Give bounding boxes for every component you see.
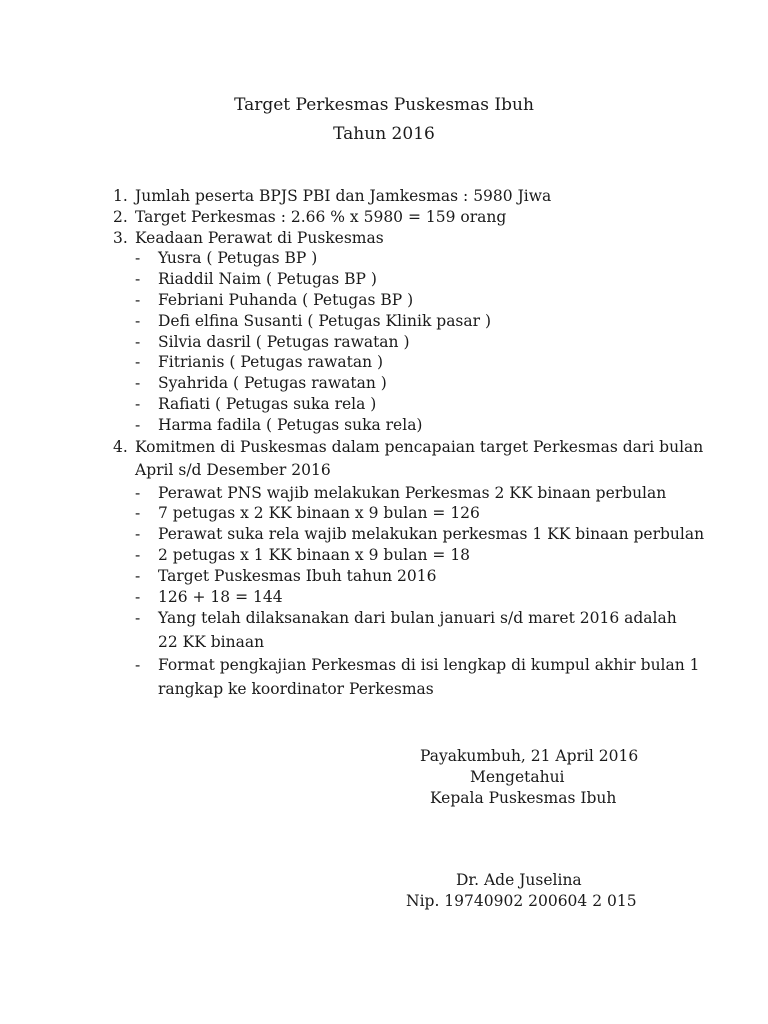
sub-item-text: Format pengkajian Perkesmas di isi lengkap di kumpul akhir bulan 1	[158, 656, 700, 675]
dash-bullet: -	[135, 545, 141, 564]
sub-item-text: Yang telah dilaksanakan dari bulan januari s/d maret 2016 adalah	[158, 609, 677, 628]
item-number: 3.	[113, 228, 128, 247]
sub-item-text-continuation: rangkap ke koordinator Perkesmas	[158, 679, 434, 698]
place-date: Payakumbuh, 21 April 2016	[420, 747, 639, 765]
document-title: Target Perkesmas Puskesmas Ibuh	[234, 95, 534, 115]
acknowledge-label: Mengetahui	[470, 768, 565, 786]
signer-position: Kepala Puskesmas Ibuh	[430, 789, 617, 807]
sub-list-item	[0, 587, 768, 608]
sub-list-item	[0, 483, 768, 504]
dash-bullet: -	[135, 415, 141, 434]
list-item	[0, 186, 768, 207]
dash-bullet: -	[135, 609, 141, 628]
dash-bullet: -	[135, 270, 141, 289]
dash-bullet: -	[135, 311, 141, 330]
dash-bullet: -	[135, 504, 141, 523]
sub-item-text: Rafiati ( Petugas suka rela )	[158, 394, 377, 413]
item-number: 2.	[113, 207, 128, 226]
item-number: 1.	[113, 187, 128, 205]
sub-item-text: Target Puskesmas Ibuh tahun 2016	[158, 566, 437, 585]
item-number: 4.	[113, 437, 128, 456]
sub-item-text-continuation: 22 KK binaan	[158, 632, 265, 651]
sub-list-item	[0, 332, 768, 353]
sub-list-item	[0, 290, 768, 311]
dash-bullet: -	[135, 290, 141, 309]
sub-list-item	[0, 524, 768, 545]
dash-bullet: -	[135, 525, 141, 544]
sub-list-item	[0, 311, 768, 332]
sub-item-text: Silvia dasril ( Petugas rawatan )	[158, 332, 410, 351]
signer-name: Dr. Ade Juselina	[456, 871, 582, 889]
sub-item-text: Perawat PNS wajib melakukan Perkesmas 2 KK binaan perbulan	[158, 483, 667, 502]
item-text: Target Perkesmas : 2.66 % x 5980 = 159 orang	[135, 207, 507, 226]
dash-bullet: -	[135, 374, 141, 393]
sub-list-item	[0, 352, 768, 373]
item-text: Keadaan Perawat di Puskesmas	[135, 228, 384, 247]
sub-list-item	[0, 415, 768, 436]
sub-item-continuation	[0, 631, 768, 655]
sub-item-text: Perawat suka rela wajib melakukan perkesmas 1 KK binaan perbulan	[158, 525, 705, 544]
dash-bullet: -	[135, 566, 141, 585]
sub-item-continuation	[0, 678, 768, 702]
sub-list-item	[0, 503, 768, 524]
sub-list-item	[0, 545, 768, 566]
list-item	[0, 436, 768, 460]
list-item-continuation	[0, 459, 768, 483]
dash-bullet: -	[135, 587, 141, 606]
sub-item-text: Riaddil Naim ( Petugas BP )	[158, 270, 377, 289]
dash-bullet: -	[135, 332, 141, 351]
numbered-list	[0, 186, 768, 701]
item-text-continuation: April s/d Desember 2016	[135, 461, 331, 480]
sub-list-item	[0, 566, 768, 587]
item-text: Jumlah peserta BPJS PBI dan Jamkesmas : 5980 Jiwa	[135, 187, 552, 205]
dash-bullet: -	[135, 394, 141, 413]
dash-bullet: -	[135, 656, 141, 675]
sub-item-text: Yusra ( Petugas BP )	[158, 249, 318, 268]
sub-item-text: Fitrianis ( Petugas rawatan )	[158, 353, 384, 372]
dash-bullet: -	[135, 249, 141, 268]
item-text: Komitmen di Puskesmas dalam pencapaian target Perkesmas dari bulan	[135, 437, 704, 456]
sub-list-item	[0, 607, 768, 631]
sub-item-text: Harma fadila ( Petugas suka rela)	[158, 415, 423, 434]
sub-list-item	[0, 654, 768, 678]
sub-item-text: 126 + 18 = 144	[158, 587, 283, 606]
dash-bullet: -	[135, 353, 141, 372]
sub-list-item	[0, 269, 768, 290]
list-item	[0, 228, 768, 249]
sub-list-item	[0, 394, 768, 415]
sub-item-text: Syahrida ( Petugas rawatan )	[158, 374, 387, 393]
dash-bullet: -	[135, 483, 141, 502]
sub-list-item	[0, 373, 768, 394]
sub-item-text: Febriani Puhanda ( Petugas BP )	[158, 290, 414, 309]
document-year: Tahun 2016	[333, 124, 435, 144]
sub-item-text: 2 petugas x 1 KK binaan x 9 bulan = 18	[158, 545, 471, 564]
sub-item-text: 7 petugas x 2 KK binaan x 9 bulan = 126	[158, 504, 480, 523]
signer-nip: Nip. 19740902 200604 2 015	[406, 892, 637, 910]
sub-list-item	[0, 248, 768, 269]
list-item	[0, 207, 768, 228]
sub-item-text: Defi elfina Susanti ( Petugas Klinik pasar )	[158, 311, 492, 330]
